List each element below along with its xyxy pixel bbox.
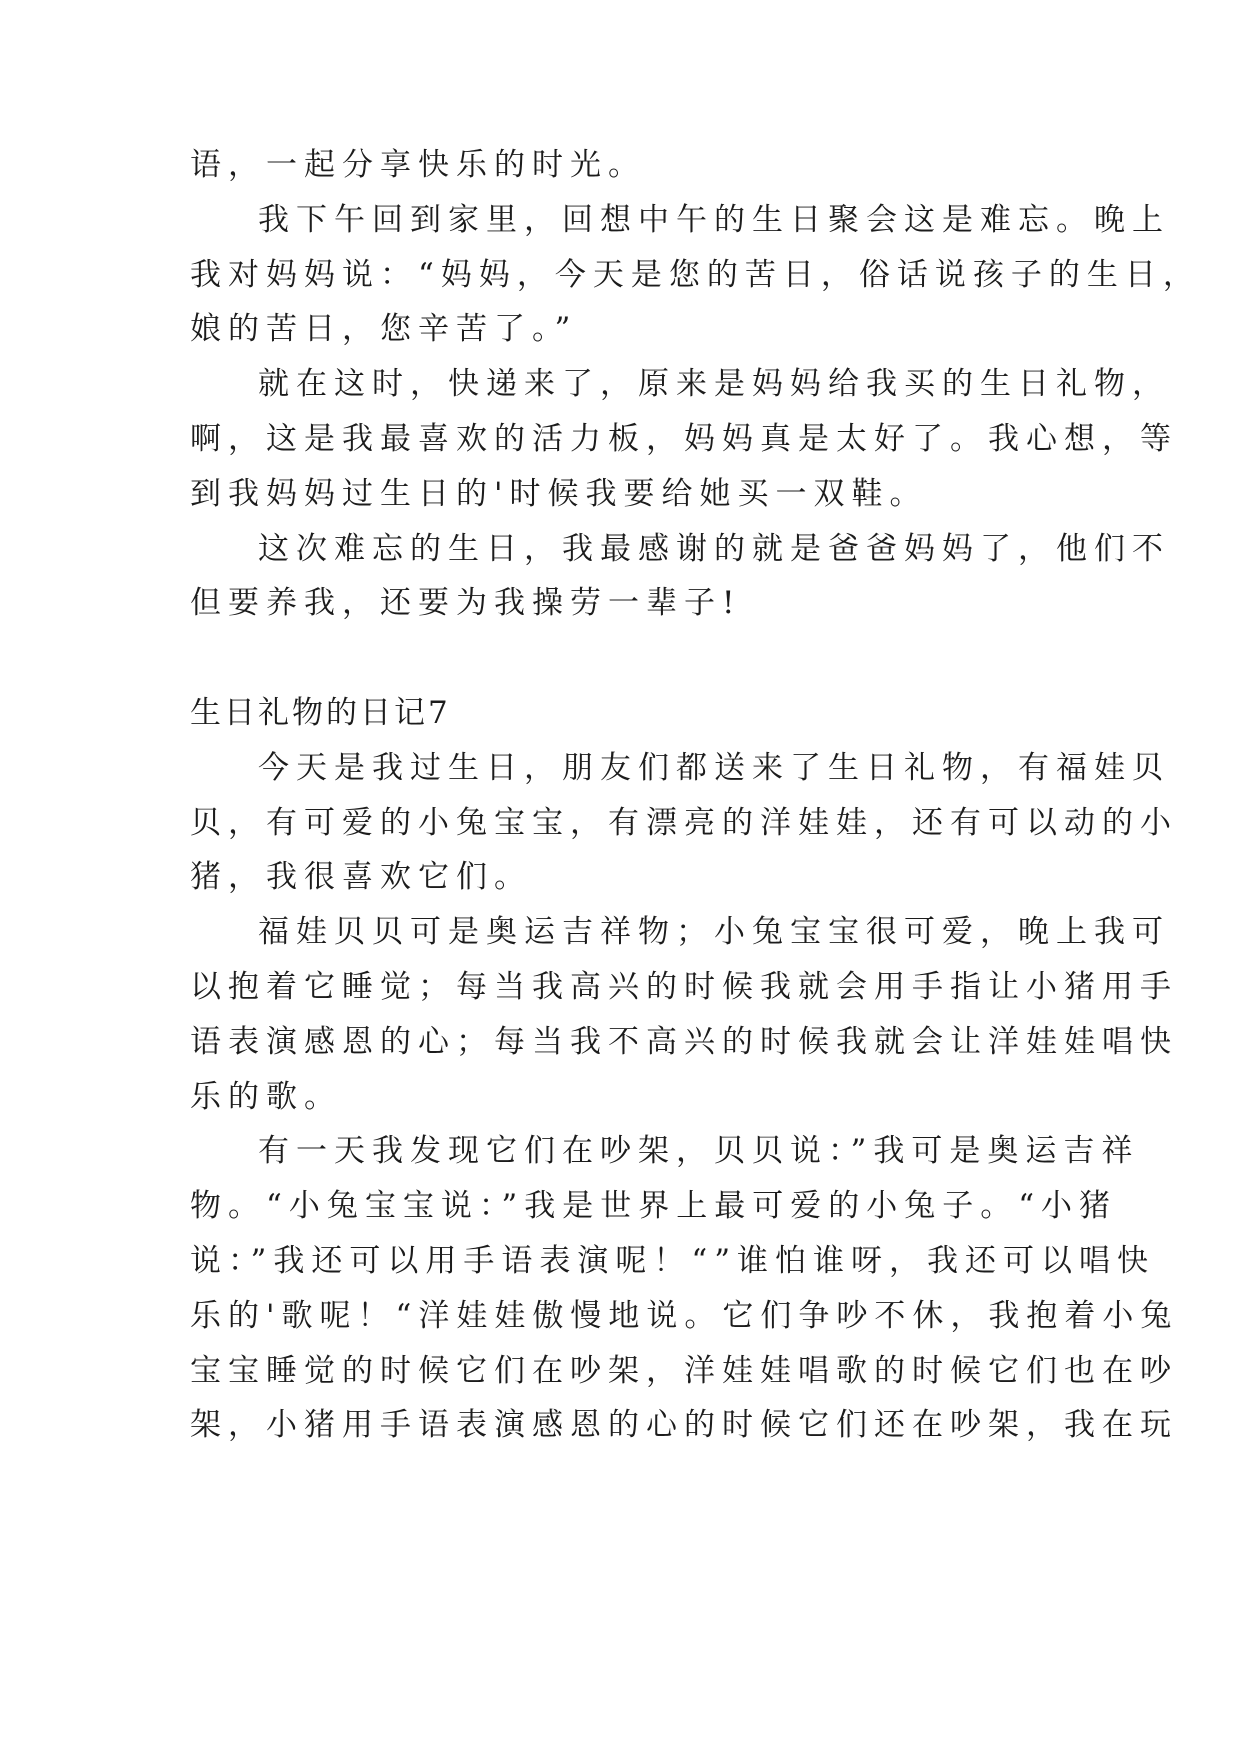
paragraph-line: 乐的'歌呢！“洋娃娃傲慢地说。它们争吵不休，我抱着小兔 [190,1298,1179,1334]
paragraph-line: 物。“小兔宝宝说：”我是世界上最可爱的小兔子。“小猪 [190,1188,1118,1224]
section-heading: 生日礼物的日记7 [190,695,451,731]
paragraph-line: 说：”我还可以用手语表演呢！“”谁怕谁呀，我还可以唱快 [190,1243,1156,1279]
paragraph-line: 啊，这是我最喜欢的活力板，妈妈真是太好了。我心想，等 [190,421,1178,457]
paragraph-line: 以抱着它睡觉；每当我高兴的时候我就会用手指让小猪用手 [190,969,1178,1005]
paragraph-line: 娘的苦日，您辛苦了。” [190,311,578,347]
paragraph-line: 我下午回到家里，回想中午的生日聚会这是难忘。晚上 [258,202,1170,238]
paragraph-line: 猪，我很喜欢它们。 [190,859,532,895]
paragraph-line: 有一天我发现它们在吵架，贝贝说：”我可是奥运吉祥 [258,1133,1140,1169]
paragraph-line: 贝，有可爱的小兔宝宝，有漂亮的洋娃娃，还有可以动的小 [190,805,1178,841]
paragraph-line: 到我妈妈过生日的'时候我要给她买一双鞋。 [190,476,928,512]
paragraph-line: 福娃贝贝可是奥运吉祥物；小兔宝宝很可爱，晚上我可 [258,914,1170,950]
paragraph-line: 今天是我过生日，朋友们都送来了生日礼物，有福娃贝 [258,750,1170,786]
paragraph-line: 但要养我，还要为我操劳一辈子! [190,585,742,621]
paragraph-line: 语，一起分享快乐的时光。 [190,147,646,183]
paragraph-line: 宝宝睡觉的时候它们在吵架，洋娃娃唱歌的时候它们也在吵 [190,1353,1178,1389]
paragraph-line: 语表演感恩的心；每当我不高兴的时候我就会让洋娃娃唱快 [190,1024,1178,1060]
paragraph-line: 乐的歌。 [190,1079,342,1115]
paragraph-line: 架，小猪用手语表演感恩的心的时候它们还在吵架，我在玩 [190,1407,1178,1443]
paragraph-line: 就在这时，快递来了，原来是妈妈给我买的生日礼物， [258,366,1170,402]
paragraph-line: 这次难忘的生日，我最感谢的就是爸爸妈妈了，他们不 [258,531,1170,567]
paragraph-line: 我对妈妈说：“妈妈，今天是您的苦日，俗话说孩子的生日， [190,257,1201,293]
